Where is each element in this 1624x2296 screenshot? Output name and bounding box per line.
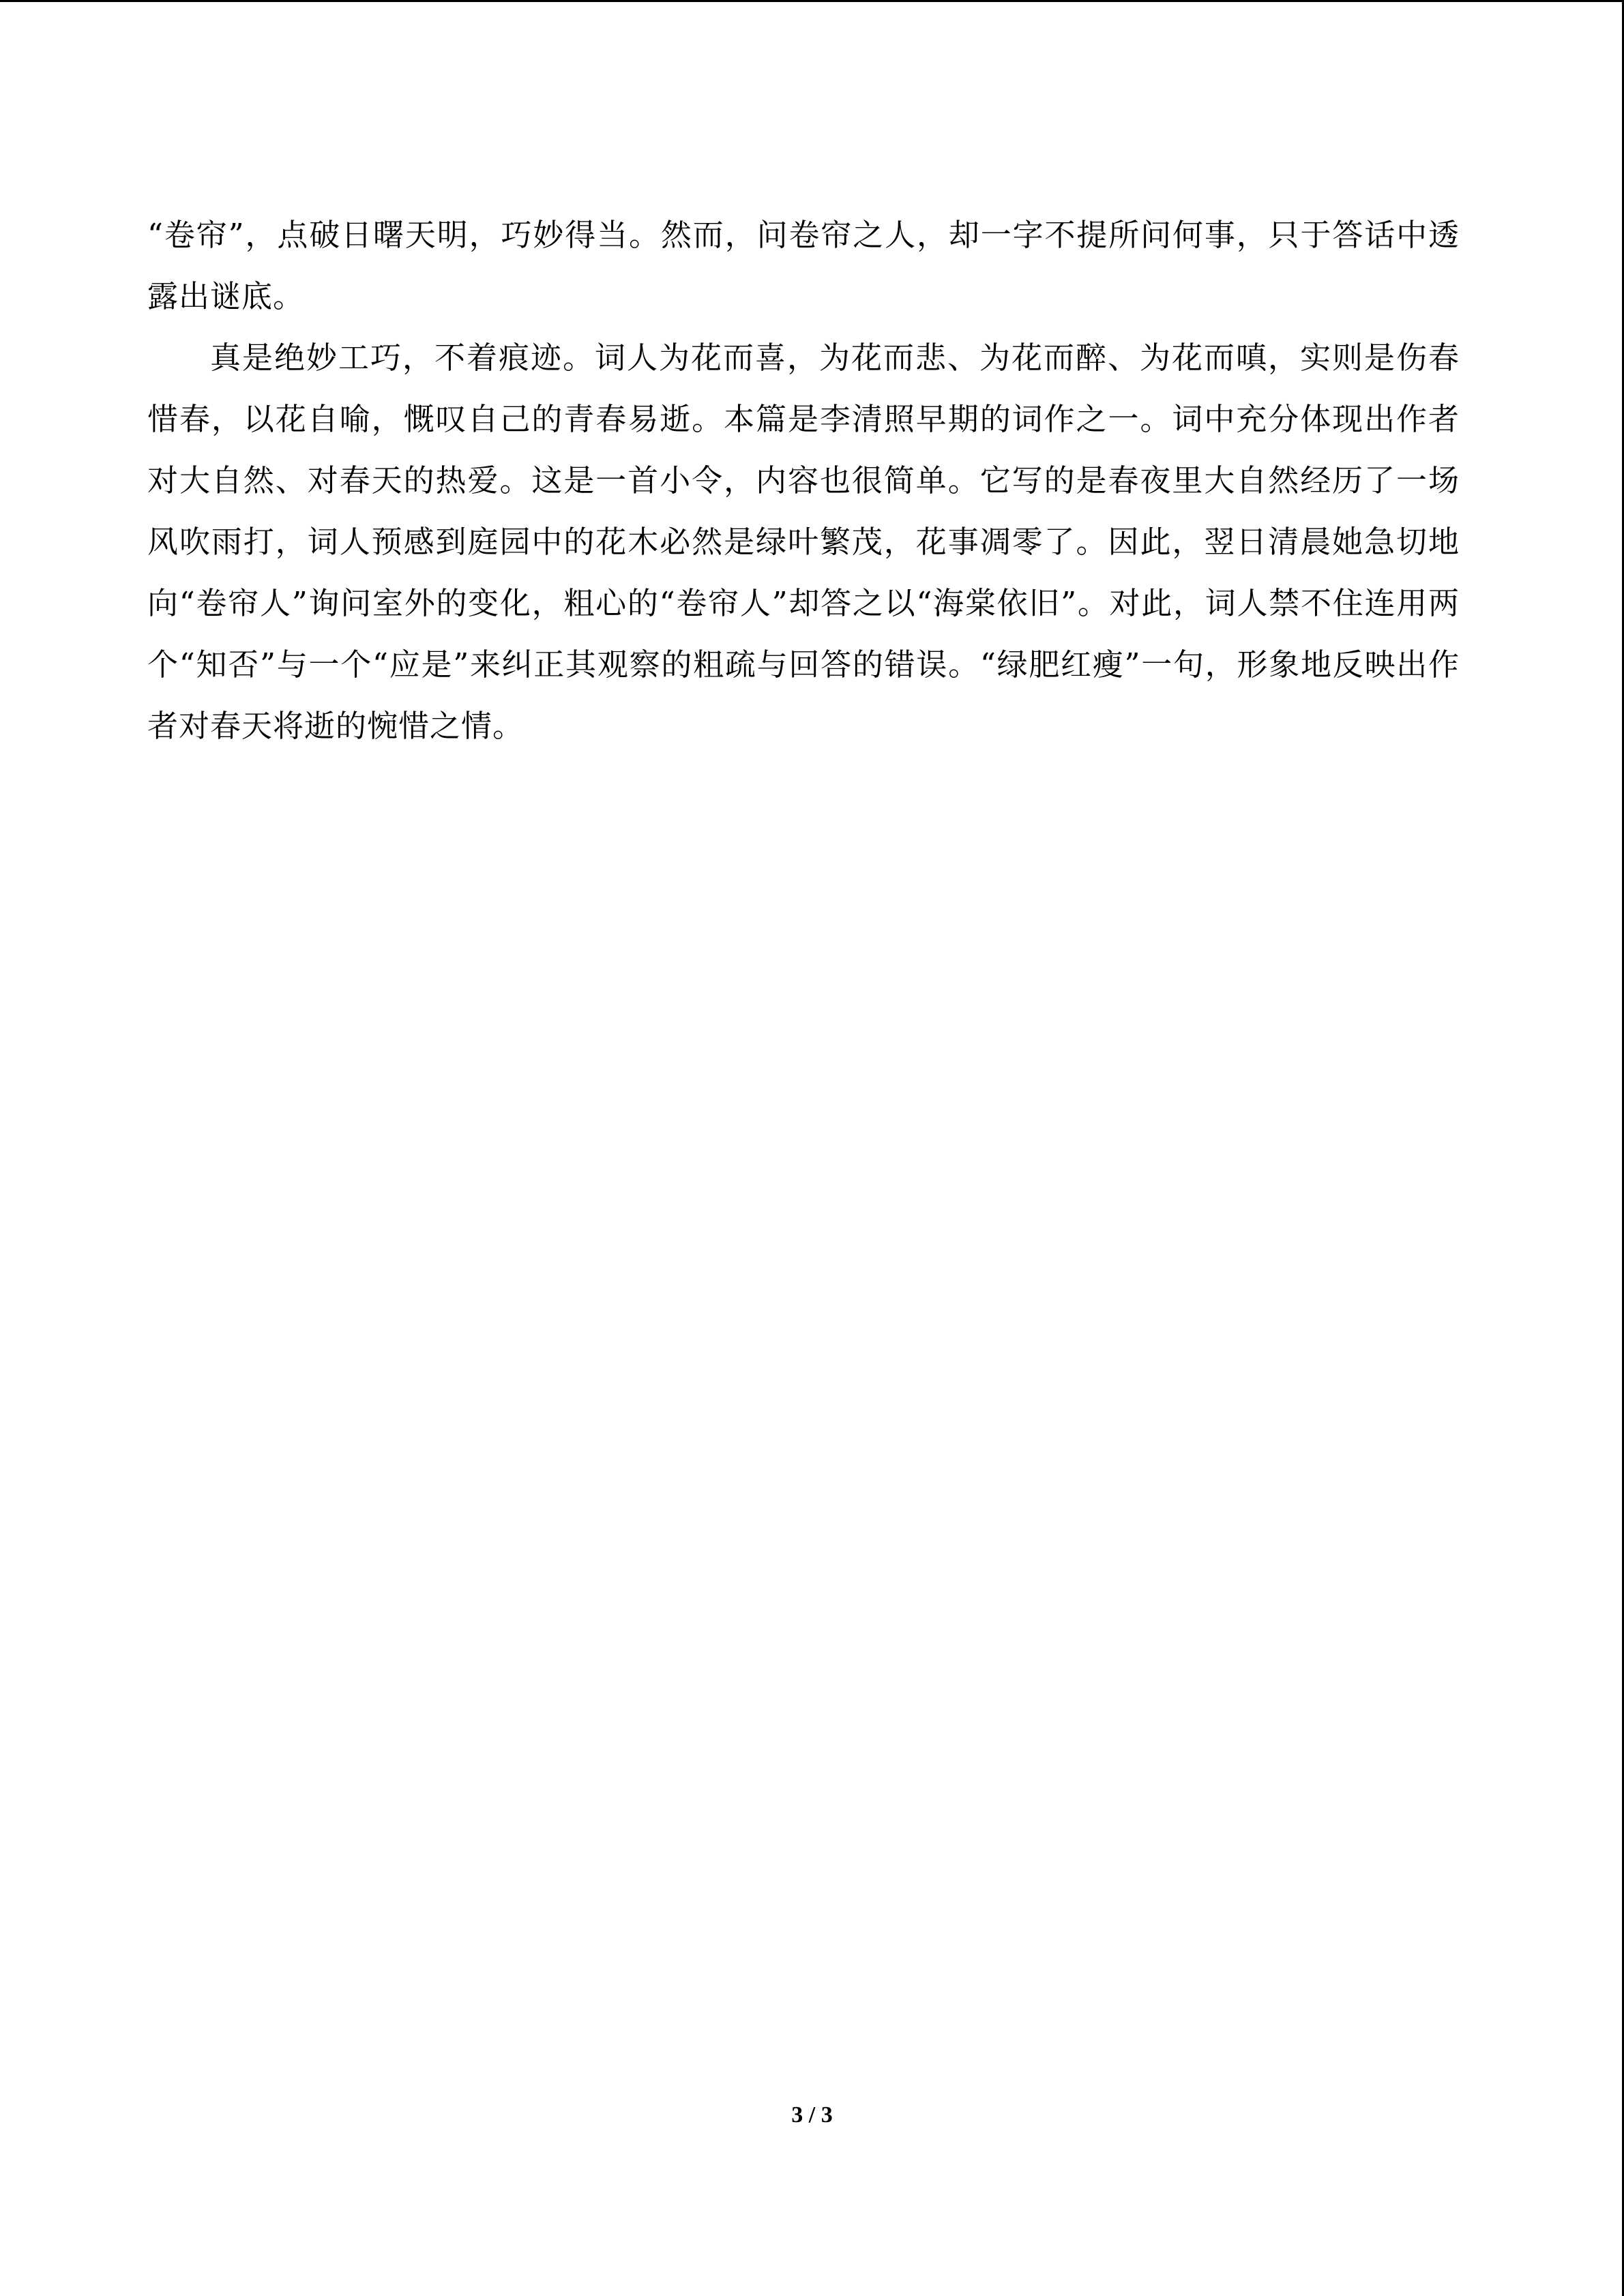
page-number: 3 / 3 (791, 2102, 833, 2128)
paragraph-analysis: 真是绝妙工巧，不着痕迹。词人为花而喜，为花而悲、为花而醉、为花而嗔，实则是伤春惜春，以花自喻，慨叹自己的青春易逝。本篇是李清照早期的词作之一。词中充分体现出作者对大自然、对春天的热爱。这是一首小令，内容也很简单。它写的是春夜里大自然经历了一场风吹雨打，词人预感到庭园中的花木必然是绿叶繁茂，花事凋零了。因此，翌日清晨她急切地向“卷帘人”询问室外的变化，粗心的“卷帘人”却答之以“海棠依旧”。对此，词人禁不住连用两个“知否”与一个“应是”来纠正其观察的粗疏与回答的错误。“绿肥红瘦”一句，形象地反映出作者对春天将逝的惋惜之情。 (147, 340, 1460, 744)
document-body (147, 205, 1460, 757)
page-top-border (0, 0, 1624, 2)
paragraph-continued: “卷帘”，点破日曙天明，巧妙得当。然而，问卷帘之人，却一字不提所问何事，只于答话中透露出谜底。 (147, 217, 1460, 314)
